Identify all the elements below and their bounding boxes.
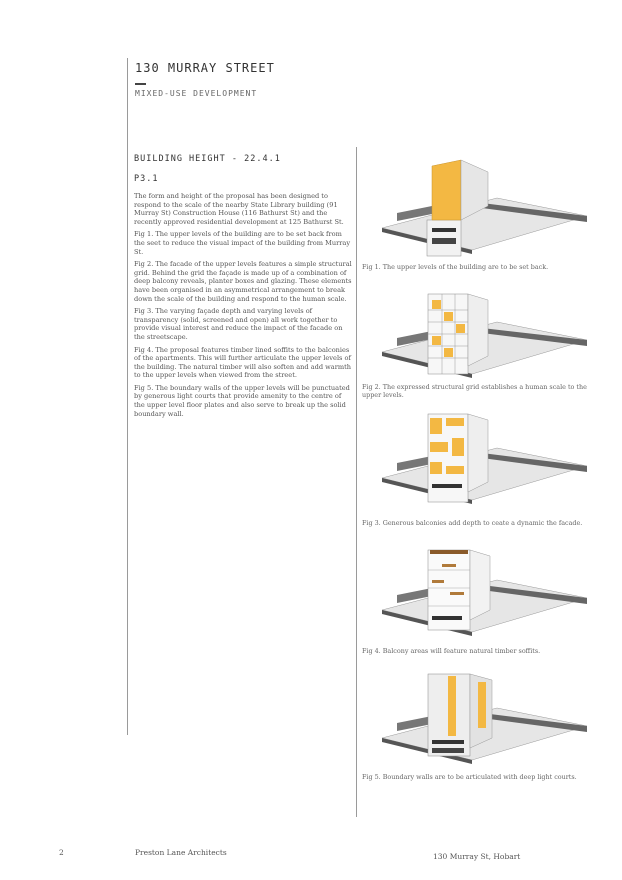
paragraph-fig4: Fig 4. The proposal features timber lined soffits to the balconies of the apartments. This will further articulate the upper levels of the building. The natural timber will also soften and add warmth to the upper levels when viewed from the street. — [134, 345, 352, 380]
paragraph-fig1: Fig 1. The upper levels of the building are to be set back from the seet to reduce the visual impact of the building from Murray St. — [134, 230, 351, 256]
figure-3 — [362, 408, 592, 527]
page-number: 2 — [59, 848, 64, 857]
figure-2 — [362, 286, 592, 400]
figure-5 — [362, 668, 592, 781]
building-diagram-fig2 — [362, 286, 592, 382]
footer-address: 130 Murray St, Hobart — [433, 852, 521, 861]
building-diagram-fig3 — [362, 408, 592, 518]
page-title: 130 MURRAY STREET — [135, 61, 275, 75]
figure-5-caption: Fig 5. Boundary walls are to be articulated with deep light courts. — [362, 773, 577, 781]
figure-3-caption: Fig 3. Generous balconies add depth to ceate a dynamic the facade. — [362, 519, 583, 527]
figure-2-caption: Fig 2. The expressed structural grid establishes a human scale to the upper levels. — [362, 383, 587, 400]
paragraph-fig5: Fig 5. The boundary walls of the upper levels will be punctuated by generous light courts that provide amenity to the centre of the upper level floor plates and also serve to break up the solid boundary wall. — [134, 383, 350, 418]
building-diagram-fig4 — [362, 540, 592, 646]
body-text — [134, 192, 352, 422]
title-underline — [135, 83, 146, 85]
left-margin-rule — [127, 58, 128, 735]
paragraph-fig3: Fig 3. The varying façade depth and varying levels of transparency (solid, screened and open) all work together to provide visual interest and reduce the impact of the facade on the streetscape. — [134, 307, 343, 341]
section-subheading: P3.1 — [134, 174, 159, 184]
page-subtitle: MIXED-USE DEVELOPMENT — [135, 89, 258, 98]
section-heading: BUILDING HEIGHT - 22.4.1 — [134, 154, 281, 164]
paragraph-fig2: Fig 2. The facade of the upper levels features a simple structural grid. Behind the grid the façade is made up of a combination of deep balcony reveals, planter boxes and glazing. These elements have been organised in an asymmetrical arrangement to break down the scale of the building and respond to the human scale. — [134, 260, 352, 303]
building-diagram-fig5 — [362, 668, 592, 772]
figure-1-caption: Fig 1. The upper levels of the building are to be set back. — [362, 263, 549, 271]
paragraph-intro: The form and height of the proposal has been designed to respond to the scale of the nearby State Library building (91 Murray St) Construction House (116 Bathurst St) and the recently approved residential development at 125 Bathurst St. — [134, 192, 344, 226]
figure-1 — [362, 158, 592, 271]
building-diagram-fig1 — [362, 158, 592, 262]
footer-firm-name: Preston Lane Architects — [135, 848, 227, 857]
figure-4 — [362, 540, 592, 655]
figure-4-caption: Fig 4. Balcony areas will feature natural timber soffits. — [362, 647, 541, 655]
column-divider-rule — [356, 147, 357, 817]
